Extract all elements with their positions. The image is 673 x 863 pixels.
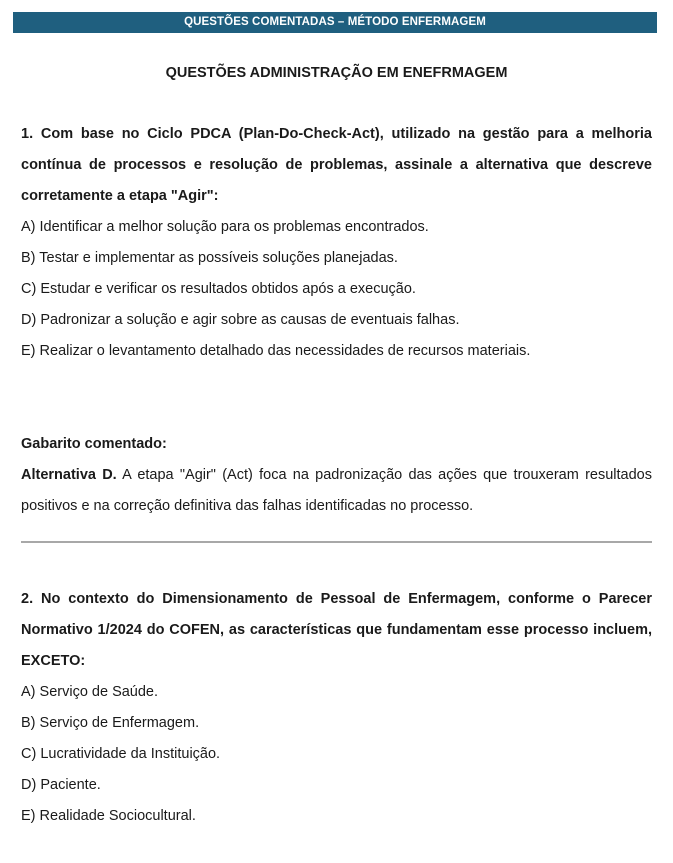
answer-lead: Alternativa D. xyxy=(21,467,117,483)
question-2-stem: 2. No contexto do Dimensionamento de Pessoal de Enfermagem, conforme o Parecer Normativo 1/2024 do COFEN, as características que fundamentam esse processo incluem, EXCETO: xyxy=(21,591,652,669)
question-2-option-d: D) Paciente. xyxy=(21,777,101,793)
header-banner: QUESTÕES COMENTADAS – MÉTODO ENFERMAGEM xyxy=(13,12,657,33)
answer-body: A etapa "Agir" (Act) foca na padronização das ações que trouxeram resultados positivos e na correção definitiva das falhas identificadas no processo. xyxy=(21,467,652,514)
question-1-option-e: E) Realizar o levantamento detalhado das necessidades de recursos materiais. xyxy=(21,343,531,359)
question-2-option-a: A) Serviço de Saúde. xyxy=(21,684,159,700)
document-title: QUESTÕES ADMINISTRAÇÃO EM ENEFRMAGEM xyxy=(165,65,508,81)
question-2-option-e: E) Realidade Sociocultural. xyxy=(21,808,196,824)
question-1-option-b: B) Testar e implementar as possíveis soluções planejadas. xyxy=(21,250,398,266)
question-1 xyxy=(21,119,652,367)
answer-title: Gabarito comentado: xyxy=(21,436,167,452)
question-1-stem: 1. Com base no Ciclo PDCA (Plan-Do-Check-Act), utilizado na gestão para a melhoria contínua de processos e resolução de problemas, assinale a alternativa que descreve corretamente a etapa "Agir": xyxy=(21,126,652,204)
section-divider xyxy=(21,541,652,543)
answer-text xyxy=(21,460,652,522)
question-1-option-a: A) Identificar a melhor solução para os problemas encontrados. xyxy=(21,219,429,235)
question-2 xyxy=(21,584,652,832)
question-2-option-c: C) Lucratividade da Instituição. xyxy=(21,746,221,762)
question-1-option-d: D) Padronizar a solução e agir sobre as causas de eventuais falhas. xyxy=(21,312,460,328)
answer-commentary xyxy=(21,429,652,522)
question-1-option-c: C) Estudar e verificar os resultados obtidos após a execução. xyxy=(21,281,416,297)
question-2-option-b: B) Serviço de Enfermagem. xyxy=(21,715,200,731)
